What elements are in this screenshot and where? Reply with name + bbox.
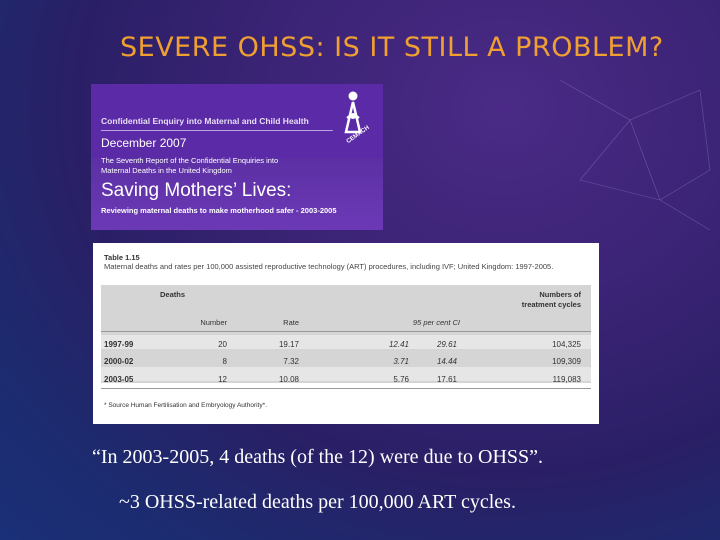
statistic-text: ~3 OHSS-related deaths per 100,000 ART cycles. [119, 491, 516, 513]
row-number: 8 [222, 357, 227, 366]
cover-divider [101, 130, 333, 131]
slide-title: SEVERE OHSS: IS IT STILL A PROBLEM? [120, 32, 664, 63]
decorative-network-pattern [540, 60, 720, 240]
cycles-header: Numbers of treatment cycles [521, 290, 581, 309]
quote-text: “In 2003-2005, 4 deaths (of the 12) were due to OHSS”. [92, 446, 544, 468]
row-ci-high: 14.44 [436, 357, 457, 366]
row-ci-high: 17.61 [436, 375, 457, 384]
row-ci-low: 12.41 [388, 340, 409, 349]
number-col-header: Number [200, 318, 227, 327]
report-cover-image [91, 84, 383, 230]
row-ci-low: 3.71 [393, 357, 409, 366]
row-rate: 19.17 [278, 340, 299, 349]
row-cycles: 104,325 [552, 340, 581, 349]
row-cycles: 119,083 [552, 375, 581, 384]
row-ci-low: 5.76 [393, 375, 409, 384]
cover-date: December 2007 [101, 136, 187, 150]
row-ci-high: 29.61 [436, 340, 457, 349]
row-period: 1997-99 [104, 340, 134, 349]
cover-enquiry-text: Confidential Enquiry into Maternal and Child Health [101, 116, 309, 126]
table-number: Table 1.15 [104, 253, 140, 262]
maternal-deaths-table-image [93, 243, 599, 424]
table-rule [101, 388, 591, 389]
cover-subtitle: Reviewing maternal deaths to make motherhood safer - 2003-2005 [101, 206, 337, 215]
cover-report-text: The Seventh Report of the Confidential Enquiries into Maternal Deaths in the United Kingdom [101, 156, 279, 175]
cemach-logo-icon [333, 88, 381, 150]
row-period: 2000-02 [104, 357, 134, 366]
ci-col-header: 95 per cent CI [412, 318, 460, 327]
rate-col-header: Rate [283, 318, 299, 327]
row-number: 20 [218, 340, 227, 349]
table-footnote: * Source Human Fertilisation and Embryology Authority*. [104, 402, 267, 409]
row-cycles: 109,309 [552, 357, 581, 366]
table-rule [101, 331, 591, 332]
row-number: 12 [218, 375, 227, 384]
table-caption: Maternal deaths and rates per 100,000 assisted reproductive technology (ART) procedures, including IVF; United Kingdom: 1997-2005. [104, 262, 554, 271]
cemach-logo-text: CEMACH [345, 124, 371, 146]
row-rate: 10.08 [278, 375, 299, 384]
row-rate: 7.32 [283, 357, 299, 366]
cover-title: Saving Mothers’ Lives: [101, 180, 292, 201]
row-period: 2003-05 [104, 375, 134, 384]
deaths-header: Deaths [160, 290, 186, 299]
